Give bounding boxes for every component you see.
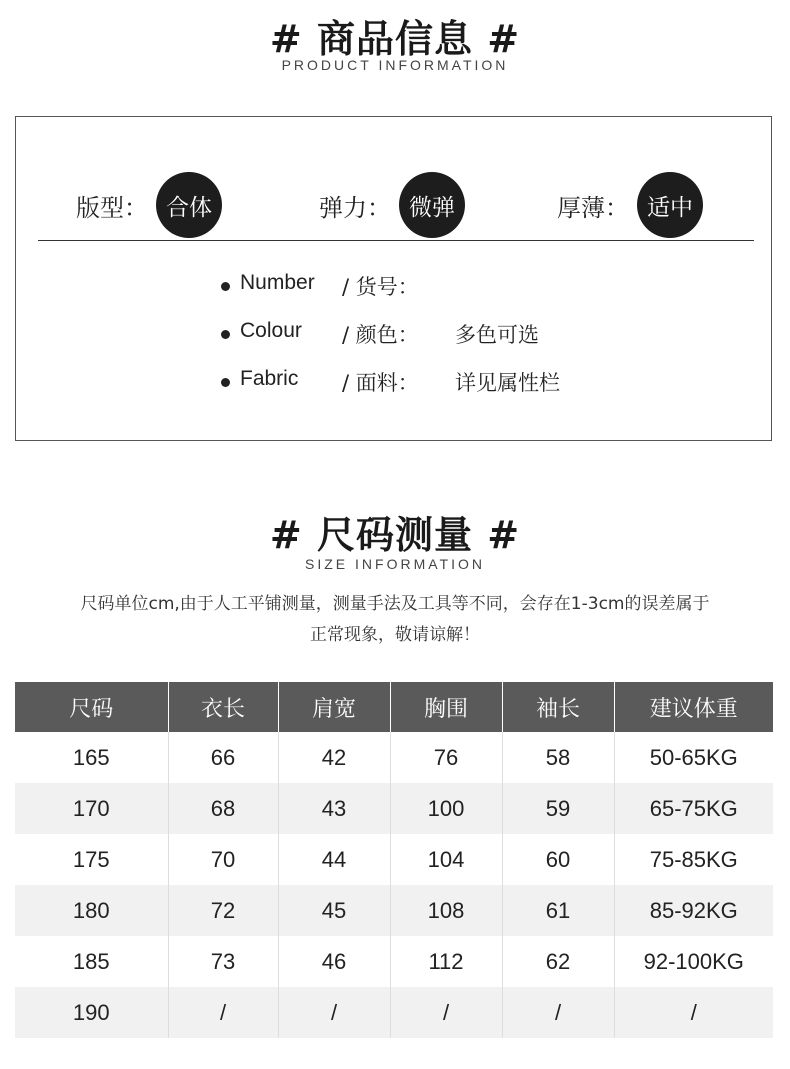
table-cell: 76 [390,732,502,783]
table-row [15,987,773,1038]
table-cell: 46 [278,936,390,987]
product-info-box [15,116,772,441]
detail-fabric-value: 详见属性栏 [455,371,560,395]
attr-fit-badge: 合体 [156,172,222,238]
bullet-icon [221,330,230,339]
detail-colour-cn: / 颜色： [342,323,419,347]
table-row [15,834,773,885]
table-cell: / [278,987,390,1038]
table-cell: 43 [278,783,390,834]
table-cell: 61 [502,885,614,936]
col-header-sleeve: 袖长 [502,682,614,732]
table-cell: 108 [390,885,502,936]
table-cell: / [502,987,614,1038]
detail-colour-value: 多色可选 [455,323,539,347]
bullet-icon [221,282,230,291]
product-info-title: # 商品信息 # [269,17,521,61]
product-info-subtitle: PRODUCT INFORMATION [281,57,509,73]
table-row [15,885,773,936]
table-cell: 50-65KG [614,732,773,783]
table-cell: / [614,987,773,1038]
table-cell: 165 [72,744,110,770]
table-cell: 92-100KG [614,936,773,987]
col-header-chest: 胸围 [390,682,502,732]
table-row [15,783,773,834]
attr-thickness-label: 厚薄： [557,193,629,222]
col-header-weight: 建议体重 [614,682,773,732]
table-cell: 185 [72,948,110,974]
table-cell: 73 [168,936,278,987]
size-info-subtitle: SIZE INFORMATION [305,556,485,572]
table-cell: 66 [168,732,278,783]
detail-fabric-en: Fabric [240,367,299,390]
measurement-note [30,589,760,651]
measurement-note-line2: 正常现象，敬请谅解！ [310,625,480,645]
detail-fabric [16,367,773,397]
detail-fabric-cn: / 面料： [342,371,419,395]
detail-number-en: Number [240,271,315,294]
size-info-title: # 尺码测量 # [269,513,521,557]
table-cell: 170 [15,783,168,834]
measurement-note-line1: 尺码单位cm,由于人工平铺测量，测量手法及工具等不同，会存在1-3cm的误差属于 [80,594,710,614]
table-cell: 72 [168,885,278,936]
table-cell: 58 [502,732,614,783]
table-cell: 60 [502,834,614,885]
table-cell: 100 [390,783,502,834]
table-cell: 175 [72,846,110,872]
table-cell: / [168,987,278,1038]
table-row [15,936,773,987]
attr-elasticity [319,172,465,238]
attr-thickness [557,172,703,238]
size-table [15,682,773,1038]
info-divider [38,240,754,241]
detail-number [16,271,773,301]
col-header-length: 衣长 [168,682,278,732]
table-cell: 62 [502,936,614,987]
table-cell: 65-75KG [614,783,773,834]
table-cell: 75-85KG [614,834,773,885]
col-header-size: 尺码 [15,682,168,732]
detail-colour [16,319,773,349]
size-table-header [15,682,773,732]
attr-fit [76,172,222,238]
detail-colour-en: Colour [240,319,302,342]
table-cell: 85-92KG [614,885,773,936]
attr-thickness-badge: 适中 [637,172,703,238]
attr-elasticity-badge: 微弹 [399,172,465,238]
detail-number-cn: / 货号： [342,275,419,299]
table-row [15,732,773,783]
table-cell: 104 [390,834,502,885]
table-cell: 68 [168,783,278,834]
col-header-shoulder: 肩宽 [278,682,390,732]
attr-fit-label: 版型： [76,193,148,222]
table-cell: 45 [278,885,390,936]
table-cell: 59 [502,783,614,834]
table-cell: 70 [168,834,278,885]
table-cell: 44 [278,834,390,885]
table-cell: / [390,987,502,1038]
table-cell: 42 [278,732,390,783]
attr-elasticity-label: 弹力： [319,193,391,222]
table-cell: 190 [15,987,168,1038]
bullet-icon [221,378,230,387]
table-cell: 180 [15,885,168,936]
table-cell: 112 [390,936,502,987]
